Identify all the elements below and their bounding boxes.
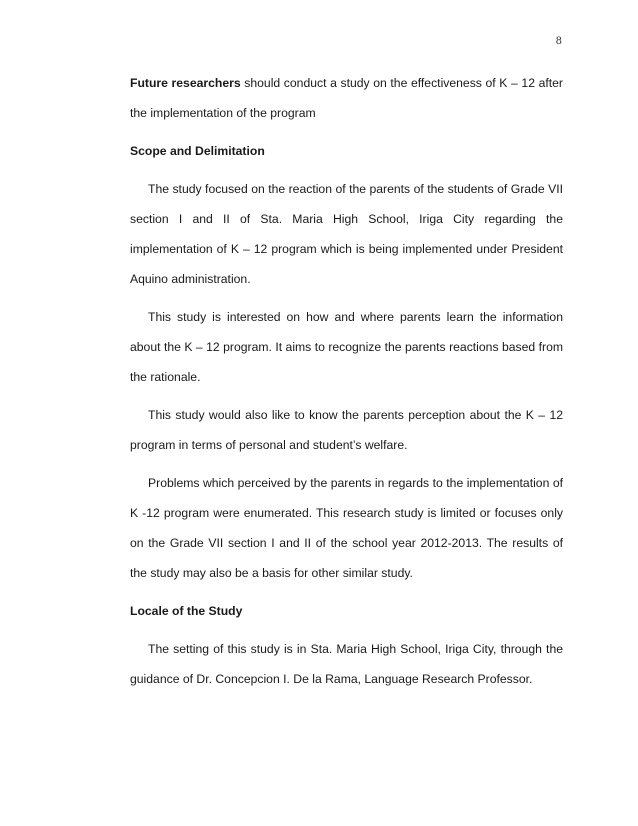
intro-bold-lead: Future researchers — [130, 76, 241, 90]
intro-text: should conduct a study on the effectiveness of K – 12 after the implementation of the program — [130, 76, 563, 120]
locale-heading: Locale of the Study — [130, 604, 243, 618]
scope-paragraph-4: Problems which perceived by the parents in regards to the implementation of K -12 program were enumerated. This research study is limited or focuses only on the Grade VII section I and II of the school year 2012-2013. The results of the study may also be a basis for other similar study. — [130, 476, 563, 580]
scope-heading: Scope and Delimitation — [130, 144, 265, 158]
intro-paragraph — [130, 68, 563, 128]
locale-paragraph-1: The setting of this study is in Sta. Maria High School, Iriga City, through the guidance of Dr. Concepcion I. De la Rama, Language Research Professor. — [130, 642, 563, 686]
scope-paragraph-1: The study focused on the reaction of the parents of the students of Grade VII section I and II of Sta. Maria High School, Iriga City regarding the implementation of K – 12 program which is being implemented under President Aquino administration. — [130, 182, 563, 286]
page-content — [130, 68, 563, 694]
scope-paragraph-2: This study is interested on how and where parents learn the information about the K – 12 program. It aims to recognize the parents reactions based from the rationale. — [130, 310, 563, 384]
page-number: 8 — [555, 36, 562, 47]
scope-paragraph-3: This study would also like to know the parents perception about the K – 12 program in terms of personal and student’s welfare. — [130, 408, 563, 452]
